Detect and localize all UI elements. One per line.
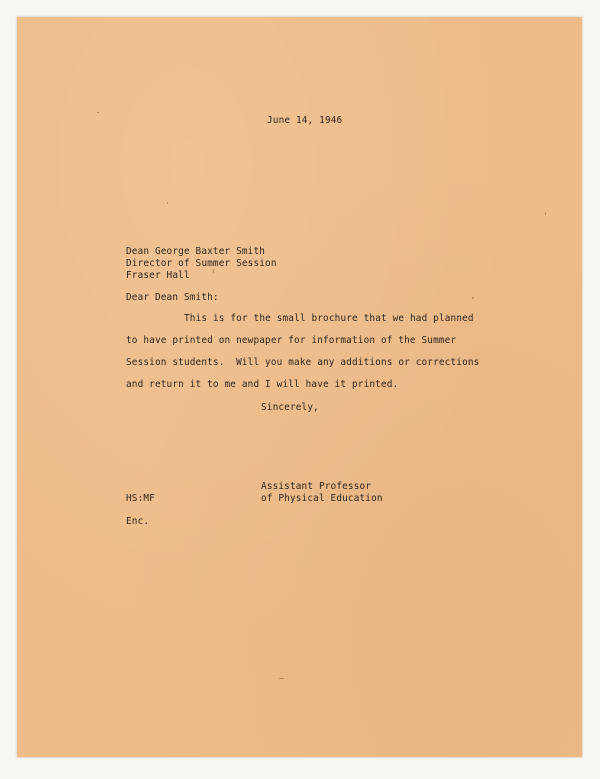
enclosure-note: Enc. — [126, 516, 150, 527]
paper-speck — [167, 202, 168, 204]
paper-speck — [279, 678, 284, 679]
signer-title-line2: of Physical Education — [261, 493, 383, 504]
closing: Sincerely, — [261, 402, 319, 413]
body-line: This is for the small brochure that we had planned — [184, 313, 474, 324]
paper-speck — [545, 212, 546, 215]
body-line: Session students. Will you make any additions or corrections — [126, 357, 480, 368]
letter-sheet — [17, 17, 582, 757]
recipient-name: Dean George Baxter Smith — [126, 246, 266, 257]
paper-speck — [213, 269, 214, 273]
reference-initials: HS:MF — [126, 493, 155, 504]
recipient-location: Fraser Hall — [126, 270, 190, 281]
letter-date: June 14, 1946 — [267, 115, 343, 126]
salutation: Dear Dean Smith: — [126, 292, 219, 303]
signer-title-line1: Assistant Professor — [261, 481, 372, 492]
body-line: to have printed on newpaper for information of the Summer — [126, 335, 457, 346]
paper-speck — [472, 297, 474, 299]
paper-speck — [97, 112, 99, 113]
body-line: and return it to me and I will have it printed. — [126, 379, 399, 390]
recipient-title: Director of Summer Session — [126, 258, 277, 269]
